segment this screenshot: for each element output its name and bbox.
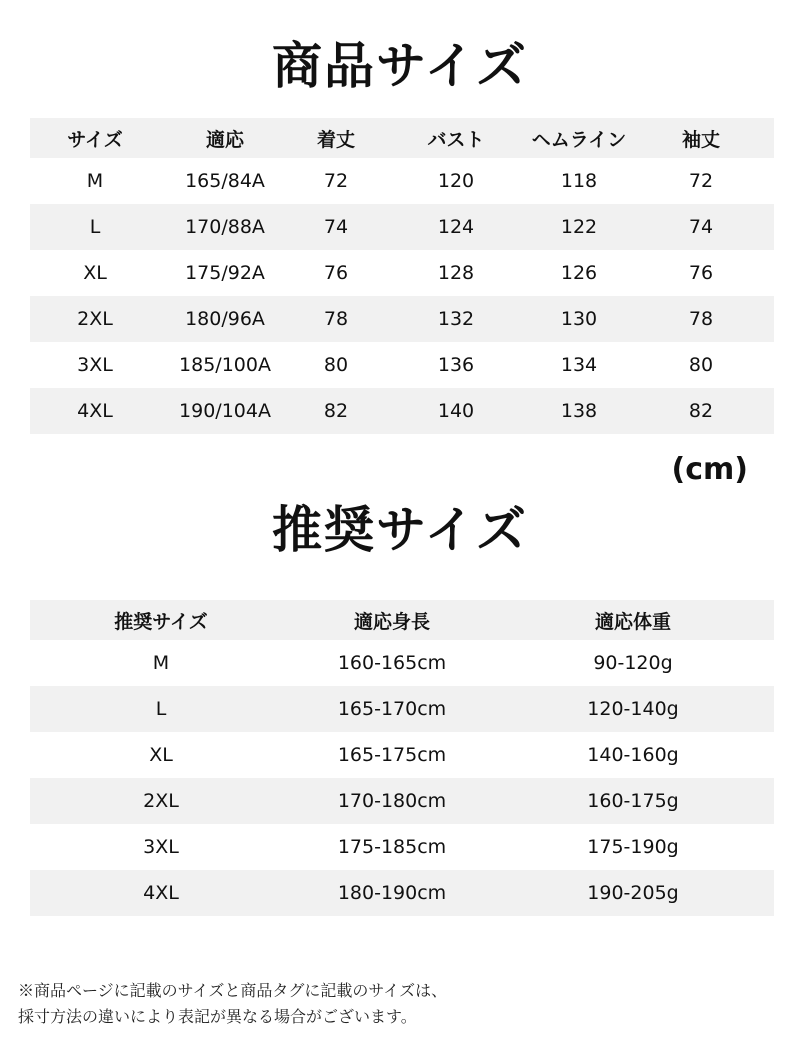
table-cell: M (152, 652, 170, 674)
recommended-size-title: 推奨サイズ (272, 501, 528, 559)
table-row (30, 250, 774, 296)
note-line: ※商品ページに記載のサイズと商品タグに記載のサイズは、 (18, 981, 448, 1000)
table-row (30, 296, 774, 342)
table-cell: 76 (688, 262, 714, 284)
table-cell: 76 (323, 262, 349, 284)
table-cell: 180-190cm (337, 882, 447, 904)
table-cell: 80 (323, 354, 349, 376)
table-cell: L (89, 216, 101, 238)
table-row (30, 778, 774, 824)
table-cell: M (86, 170, 104, 192)
table-cell: 138 (560, 400, 598, 422)
table-cell: 170/88A (185, 216, 265, 238)
table-cell: 4XL (77, 400, 113, 422)
header-cell: ヘムライン (531, 128, 627, 151)
table-row (30, 204, 774, 250)
table-cell: 3XL (77, 354, 113, 376)
table-row (30, 342, 774, 388)
header-cell: バスト (427, 128, 485, 151)
table-cell: 170-180cm (337, 790, 447, 812)
recommended-size-table (30, 600, 774, 916)
table-cell: 175-185cm (337, 836, 447, 858)
table-cell: 126 (560, 262, 598, 284)
table-cell: 165-175cm (337, 744, 447, 766)
table-cell: 190-205g (587, 882, 679, 904)
unit-label: (cm) (671, 452, 748, 487)
table-header-row (30, 118, 774, 158)
table-header-row (30, 600, 774, 640)
header-cell: 適応 (205, 128, 244, 151)
size-note (18, 978, 788, 1030)
table-cell: L (155, 698, 167, 720)
table-cell: 74 (688, 216, 714, 238)
table-row (30, 640, 774, 686)
table-row (30, 732, 774, 778)
table-cell: 72 (323, 170, 349, 192)
table-cell: 120 (437, 170, 475, 192)
table-cell: 78 (688, 308, 714, 330)
table-cell: 122 (560, 216, 598, 238)
table-cell: 4XL (143, 882, 179, 904)
table-cell: 136 (437, 354, 475, 376)
table-cell: 132 (437, 308, 475, 330)
table-cell: 82 (688, 400, 714, 422)
table-cell: 165-170cm (337, 698, 447, 720)
header-cell: 着丈 (316, 128, 355, 151)
table-cell: 72 (688, 170, 714, 192)
table-cell: 180/96A (185, 308, 265, 330)
header-cell: サイズ (67, 128, 123, 151)
table-cell: 165/84A (185, 170, 265, 192)
table-cell: 2XL (77, 308, 113, 330)
table-cell: 90-120g (593, 652, 673, 674)
table-cell: 120-140g (587, 698, 679, 720)
table-cell: 190/104A (179, 400, 271, 422)
table-cell: 78 (323, 308, 349, 330)
header-cell: 適応体重 (594, 610, 671, 633)
header-cell: 推奨サイズ (114, 610, 208, 633)
table-row (30, 870, 774, 916)
table-cell: 118 (560, 170, 598, 192)
table-cell: 2XL (143, 790, 179, 812)
table-cell: 80 (688, 354, 714, 376)
table-row (30, 824, 774, 870)
table-row (30, 388, 774, 434)
table-cell: 140-160g (587, 744, 679, 766)
table-cell: 82 (323, 400, 349, 422)
table-cell: 160-165cm (337, 652, 447, 674)
table-cell: 3XL (143, 836, 179, 858)
table-cell: 185/100A (179, 354, 271, 376)
table-row (30, 686, 774, 732)
table-cell: 175-190g (587, 836, 679, 858)
header-cell: 適応身長 (353, 610, 430, 633)
table-row (30, 158, 774, 204)
table-cell: 160-175g (587, 790, 679, 812)
header-cell: 袖丈 (681, 128, 720, 151)
note-line: 採寸方法の違いにより表記が異なる場合がございます。 (18, 1007, 417, 1026)
table-cell: 140 (437, 400, 475, 422)
table-cell: 128 (437, 262, 475, 284)
table-cell: 175/92A (185, 262, 265, 284)
table-cell: 124 (437, 216, 475, 238)
table-cell: 130 (560, 308, 598, 330)
table-cell: 74 (323, 216, 349, 238)
table-cell: 134 (560, 354, 598, 376)
size-table (30, 118, 774, 434)
table-cell: XL (83, 262, 107, 284)
table-cell: XL (149, 744, 173, 766)
product-size-title: 商品サイズ (272, 37, 528, 95)
